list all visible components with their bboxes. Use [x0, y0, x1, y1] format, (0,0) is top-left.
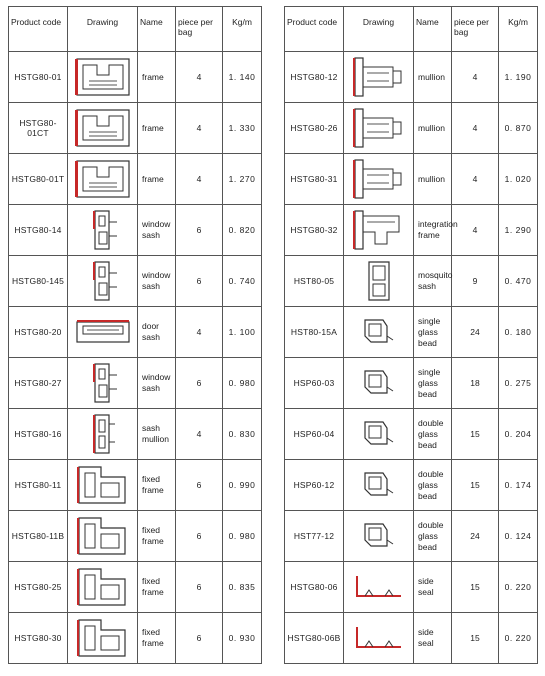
header-kg-per-m: Kg/m: [499, 7, 538, 52]
header-drawing: Drawing: [344, 7, 414, 52]
mullion-profile-icon: [344, 157, 413, 201]
drawing-cell: [68, 460, 138, 511]
name-cell: mullion: [414, 52, 452, 103]
name-cell: mullion: [414, 103, 452, 154]
product-code-cell: HSP60-12: [285, 460, 344, 511]
piece-per-bag-cell: 15: [452, 409, 499, 460]
product-code-cell: HSTG80-01T: [9, 154, 68, 205]
drawing-cell: [344, 562, 414, 613]
header-drawing: Drawing: [68, 7, 138, 52]
kg-per-m-cell: 0. 124: [499, 511, 538, 562]
name-cell: fixed frame: [138, 613, 176, 664]
side-seal-profile-icon: [344, 572, 413, 602]
product-code-cell: HST80-15A: [285, 307, 344, 358]
piece-per-bag-cell: 4: [176, 307, 223, 358]
table-row: [9, 103, 262, 154]
name-cell: fixed frame: [138, 511, 176, 562]
piece-per-bag-cell: 4: [176, 52, 223, 103]
drawing-cell: [344, 52, 414, 103]
name-cell: integration frame: [414, 205, 452, 256]
table-row: [285, 307, 538, 358]
table-row: [285, 409, 538, 460]
name-cell: side seal: [414, 613, 452, 664]
product-code-cell: HSTG80-27: [9, 358, 68, 409]
table-row: [9, 307, 262, 358]
product-code-cell: HSTG80-14: [9, 205, 68, 256]
header-piece-per-bag: piece per bag: [176, 7, 223, 52]
sash-mullion-profile-icon: [68, 412, 137, 456]
header-kg-per-m: Kg/m: [223, 7, 262, 52]
door-sash-profile-icon: [68, 314, 137, 350]
frame-profile-icon: [68, 55, 137, 99]
drawing-cell: [68, 52, 138, 103]
kg-per-m-cell: 1. 330: [223, 103, 262, 154]
table-row: [9, 409, 262, 460]
sash-profile-icon: [68, 361, 137, 405]
name-cell: single glass bead: [414, 307, 452, 358]
drawing-cell: [68, 409, 138, 460]
header-name: Name: [138, 7, 176, 52]
kg-per-m-cell: 0. 990: [223, 460, 262, 511]
kg-per-m-cell: 0. 980: [223, 358, 262, 409]
mosquito-sash-profile-icon: [344, 259, 413, 303]
piece-per-bag-cell: 9: [452, 256, 499, 307]
product-code-cell: HSTG80-01CT: [9, 103, 68, 154]
header-product-code: Product code: [9, 7, 68, 52]
piece-per-bag-cell: 4: [452, 205, 499, 256]
drawing-cell: [68, 103, 138, 154]
glass-bead-profile-icon: [344, 467, 413, 503]
table-row: [285, 358, 538, 409]
glass-bead-profile-icon: [344, 518, 413, 554]
name-cell: fixed frame: [138, 562, 176, 613]
mullion-profile-icon: [344, 106, 413, 150]
table-row: [9, 613, 262, 664]
name-cell: window sash: [138, 358, 176, 409]
kg-per-m-cell: 0. 180: [499, 307, 538, 358]
product-code-cell: HSP60-03: [285, 358, 344, 409]
drawing-cell: [344, 409, 414, 460]
name-cell: frame: [138, 154, 176, 205]
piece-per-bag-cell: 15: [452, 613, 499, 664]
drawing-cell: [344, 154, 414, 205]
drawing-cell: [344, 307, 414, 358]
name-cell: fixed frame: [138, 460, 176, 511]
kg-per-m-cell: 0. 820: [223, 205, 262, 256]
name-cell: single glass bead: [414, 358, 452, 409]
name-cell: double glass bead: [414, 460, 452, 511]
kg-per-m-cell: 0. 870: [499, 103, 538, 154]
product-code-cell: HSTG80-25: [9, 562, 68, 613]
drawing-cell: [68, 307, 138, 358]
piece-per-bag-cell: 24: [452, 511, 499, 562]
table-row: [9, 460, 262, 511]
table-row: [285, 613, 538, 664]
piece-per-bag-cell: 4: [176, 409, 223, 460]
table-row: [285, 562, 538, 613]
piece-per-bag-cell: 4: [176, 154, 223, 205]
piece-per-bag-cell: 6: [176, 256, 223, 307]
table-row: [285, 460, 538, 511]
fixed-frame-profile-icon: [68, 565, 137, 609]
glass-bead-profile-icon: [344, 365, 413, 401]
kg-per-m-cell: 0. 930: [223, 613, 262, 664]
sash-profile-icon: [68, 259, 137, 303]
product-code-cell: HSTG80-31: [285, 154, 344, 205]
table-row: [9, 205, 262, 256]
kg-per-m-cell: 0. 980: [223, 511, 262, 562]
drawing-cell: [68, 511, 138, 562]
kg-per-m-cell: 1. 100: [223, 307, 262, 358]
header-row: [9, 7, 262, 52]
kg-per-m-cell: 0. 835: [223, 562, 262, 613]
product-code-cell: HSTG80-12: [285, 52, 344, 103]
table-row: [285, 256, 538, 307]
fixed-frame-profile-icon: [68, 616, 137, 660]
table-row: [9, 511, 262, 562]
drawing-cell: [344, 358, 414, 409]
drawing-cell: [344, 613, 414, 664]
product-code-cell: HSTG80-01: [9, 52, 68, 103]
name-cell: double glass bead: [414, 409, 452, 460]
frame-profile-icon: [68, 106, 137, 150]
table-row: [285, 154, 538, 205]
table-row: [285, 205, 538, 256]
name-cell: sash mullion: [138, 409, 176, 460]
side-seal-profile-icon: [344, 623, 413, 653]
product-code-cell: HSTG80-30: [9, 613, 68, 664]
fixed-frame-profile-icon: [68, 463, 137, 507]
product-code-cell: HSTG80-06: [285, 562, 344, 613]
piece-per-bag-cell: 4: [452, 154, 499, 205]
kg-per-m-cell: 1. 190: [499, 52, 538, 103]
table-row: [285, 52, 538, 103]
product-code-cell: HST80-05: [285, 256, 344, 307]
drawing-cell: [68, 154, 138, 205]
product-code-cell: HSTG80-145: [9, 256, 68, 307]
drawing-cell: [344, 460, 414, 511]
piece-per-bag-cell: 6: [176, 613, 223, 664]
name-cell: window sash: [138, 205, 176, 256]
piece-per-bag-cell: 6: [176, 562, 223, 613]
product-code-cell: HSTG80-11: [9, 460, 68, 511]
kg-per-m-cell: 0. 740: [223, 256, 262, 307]
drawing-cell: [344, 511, 414, 562]
frame-profile-icon: [68, 157, 137, 201]
name-cell: double glass bead: [414, 511, 452, 562]
header-product-code: Product code: [285, 7, 344, 52]
table-row: [9, 154, 262, 205]
left-spec-table: [8, 6, 262, 664]
kg-per-m-cell: 0. 204: [499, 409, 538, 460]
table-row: [9, 256, 262, 307]
kg-per-m-cell: 0. 174: [499, 460, 538, 511]
drawing-cell: [68, 205, 138, 256]
right-spec-table: [284, 6, 538, 664]
product-code-cell: HSP60-04: [285, 409, 344, 460]
product-code-cell: HSTG80-16: [9, 409, 68, 460]
product-code-cell: HSTG80-26: [285, 103, 344, 154]
kg-per-m-cell: 0. 275: [499, 358, 538, 409]
name-cell: door sash: [138, 307, 176, 358]
kg-per-m-cell: 1. 270: [223, 154, 262, 205]
name-cell: window sash: [138, 256, 176, 307]
drawing-cell: [344, 103, 414, 154]
name-cell: mosquito sash: [414, 256, 452, 307]
header-row: [285, 7, 538, 52]
integration-frame-profile-icon: [344, 208, 413, 252]
drawing-cell: [344, 205, 414, 256]
piece-per-bag-cell: 6: [176, 511, 223, 562]
header-piece-per-bag: piece per bag: [452, 7, 499, 52]
name-cell: frame: [138, 52, 176, 103]
kg-per-m-cell: 0. 830: [223, 409, 262, 460]
product-code-cell: HSTG80-06B: [285, 613, 344, 664]
table-row: [9, 52, 262, 103]
glass-bead-profile-icon: [344, 416, 413, 452]
product-code-cell: HST77-12: [285, 511, 344, 562]
piece-per-bag-cell: 4: [452, 52, 499, 103]
mullion-profile-icon: [344, 55, 413, 99]
kg-per-m-cell: 1. 140: [223, 52, 262, 103]
drawing-cell: [68, 613, 138, 664]
kg-per-m-cell: 0. 220: [499, 562, 538, 613]
table-row: [9, 358, 262, 409]
product-code-cell: HSTG80-11B: [9, 511, 68, 562]
drawing-cell: [68, 256, 138, 307]
piece-per-bag-cell: 24: [452, 307, 499, 358]
table-row: [285, 511, 538, 562]
table-row: [285, 103, 538, 154]
piece-per-bag-cell: 15: [452, 460, 499, 511]
kg-per-m-cell: 0. 470: [499, 256, 538, 307]
fixed-frame-profile-icon: [68, 514, 137, 558]
header-name: Name: [414, 7, 452, 52]
table-row: [9, 562, 262, 613]
drawing-cell: [68, 562, 138, 613]
name-cell: frame: [138, 103, 176, 154]
drawing-cell: [344, 256, 414, 307]
name-cell: mullion: [414, 154, 452, 205]
kg-per-m-cell: 1. 290: [499, 205, 538, 256]
drawing-cell: [68, 358, 138, 409]
glass-bead-profile-icon: [344, 314, 413, 350]
piece-per-bag-cell: 4: [452, 103, 499, 154]
product-code-cell: HSTG80-32: [285, 205, 344, 256]
piece-per-bag-cell: 15: [452, 562, 499, 613]
piece-per-bag-cell: 6: [176, 358, 223, 409]
piece-per-bag-cell: 6: [176, 205, 223, 256]
piece-per-bag-cell: 4: [176, 103, 223, 154]
name-cell: side seal: [414, 562, 452, 613]
piece-per-bag-cell: 6: [176, 460, 223, 511]
kg-per-m-cell: 0. 220: [499, 613, 538, 664]
product-code-cell: HSTG80-20: [9, 307, 68, 358]
sash-profile-icon: [68, 208, 137, 252]
kg-per-m-cell: 1. 020: [499, 154, 538, 205]
piece-per-bag-cell: 18: [452, 358, 499, 409]
